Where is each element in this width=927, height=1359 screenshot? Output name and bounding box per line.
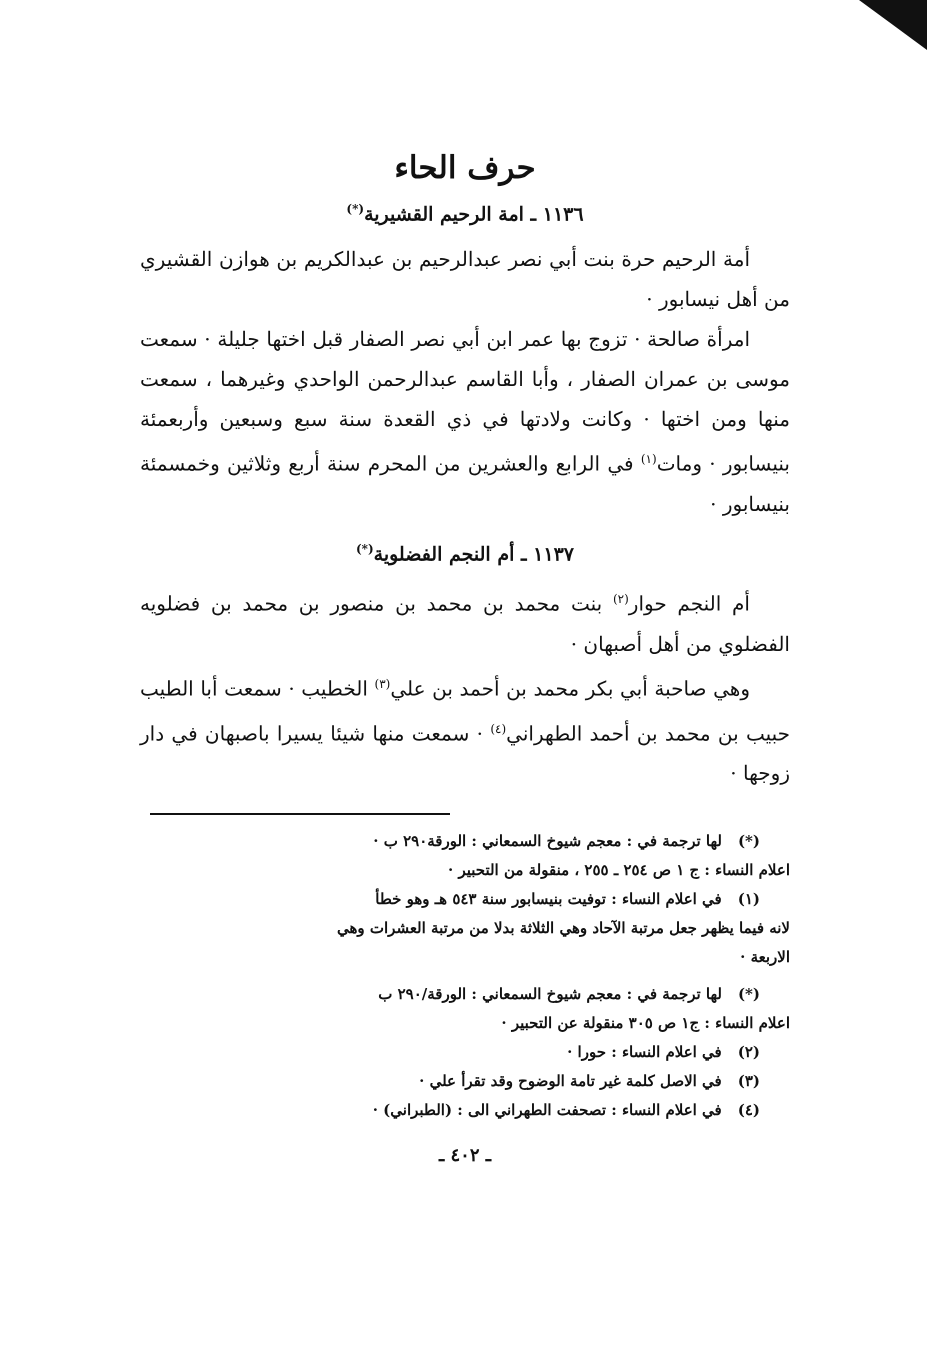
paragraph-text: الخطيب · سمعت أبا الطيب حبيب بن محمد بن أحمد الطهراني xyxy=(140,676,791,746)
paragraph-text: في الرابع والعشرين من المحرم سنة أربع وثلاثين وخمسمئة بنيسابور · xyxy=(140,451,790,516)
footnote-gap xyxy=(140,972,790,980)
footnote-line xyxy=(140,827,790,856)
paragraph-text: أم النجم حوار xyxy=(628,591,750,616)
footnote-marker: (*) xyxy=(737,985,760,1004)
footnote-text: في الاصل كلمة غير تامة الوضوح وقد تقرأ علي · xyxy=(419,1072,722,1091)
entry-paragraph xyxy=(140,664,790,793)
footnote-text: اعلام النساء : ج١ ص ٣٠٥ منقولة عن التحبير · xyxy=(501,1014,790,1033)
paragraph-text: · سمعت منها شيئا يسيرا باصبهان في دار زوجها · xyxy=(140,721,790,786)
footnote-divider xyxy=(150,813,450,815)
footnote-ref: (*) xyxy=(346,202,365,216)
footnote-line xyxy=(140,1009,790,1038)
footnotes-block-2 xyxy=(140,980,790,1125)
footnote-text: لها ترجمة في : معجم شيوخ السمعاني : الورقة/٢٩٠ ب xyxy=(378,985,722,1004)
entry-heading-1136 xyxy=(140,194,790,229)
footnote-marker: (١) xyxy=(737,890,760,909)
entry-heading-text: ١١٣٦ ـ امة الرحيم القشيرية xyxy=(364,203,584,226)
entry-paragraph xyxy=(140,319,790,524)
footnote-ref: (٢) xyxy=(612,592,629,607)
footnote-marker: (٢) xyxy=(737,1043,760,1062)
footnote-line xyxy=(140,914,790,943)
chapter-title: حرف الحاء xyxy=(394,150,536,186)
footnote-text: لها ترجمة في : معجم شيوخ السمعاني : الورقة٢٩٠ ب · xyxy=(373,832,722,851)
footnote-marker: (٤) xyxy=(737,1101,760,1120)
footnote-text: اعلام النساء : ج ١ ص ٢٥٤ ـ ٢٥٥ ، منقولة من التحبير · xyxy=(448,861,790,880)
page-number: ـ ٤٠٢ ـ xyxy=(438,1145,492,1167)
footnote-line xyxy=(140,943,790,972)
footnote-ref: (٣) xyxy=(374,676,391,691)
footnote-ref: (٤) xyxy=(490,721,507,736)
paragraph-text: بنت محمد بن محمد بن منصور بن محمد بن فضلويه الفضلوي من أهل أصبهان · xyxy=(140,591,790,656)
footnote-text: الاربعة · xyxy=(740,948,790,967)
footnotes-block-1 xyxy=(140,827,790,972)
paragraph-text: وهي صاحبة أبي بكر محمد بن أحمد بن علي xyxy=(390,676,751,701)
footnote-ref: (١) xyxy=(640,452,657,467)
footnote-line xyxy=(140,885,790,914)
footnote-line xyxy=(140,1038,790,1067)
footnote-line xyxy=(140,856,790,885)
footnote-text: في اعلام النساء : تصحفت الطهراني الى : (الطبراني) · xyxy=(372,1101,722,1120)
footnote-text: في اعلام النساء : توفيت بنيسابور سنة ٥٤٣ هـ وهو خطأ xyxy=(375,890,722,909)
footnote-ref: (*) xyxy=(356,541,374,556)
entry-heading-text: ١١٣٧ ـ أم النجم الفضلوية xyxy=(373,543,574,566)
footnote-marker: (*) xyxy=(737,832,760,851)
footnote-text: في اعلام النساء : حورا · xyxy=(567,1043,722,1062)
footnote-line xyxy=(140,1067,790,1096)
paragraph-text: امرأة صالحة · تزوج بها عمر ابن أبي نصر الصفار قبل اختها جليلة · سمعت موسى بن عمران الصفار ، وأبا القاسم عبدالرحمن الواحدي وغيرهما ، سمعت منها ومن اختها · وكانت ولادتها في ذي القعدة سنة سبع وسبعين وأربعمئة بنيسابور · ومات xyxy=(140,327,790,476)
page-corner-mark xyxy=(859,0,927,50)
entry-heading-1137 xyxy=(140,534,790,569)
footnote-marker: (٣) xyxy=(737,1072,760,1091)
entry-paragraph: أمة الرحيم حرة بنت أبي نصر عبدالرحيم بن عبدالكريم بن هوازن القشيري من أهل نيسابور · xyxy=(140,247,790,312)
entry-paragraph xyxy=(140,579,790,664)
document-page xyxy=(140,140,790,1166)
footnote-text: لانه فيما يظهر جعل مرتبة الآحاد وهي الثلاثة بدلا من مرتبة العشرات وهي xyxy=(337,919,790,938)
footnote-line xyxy=(140,980,790,1009)
footnote-line xyxy=(140,1096,790,1125)
